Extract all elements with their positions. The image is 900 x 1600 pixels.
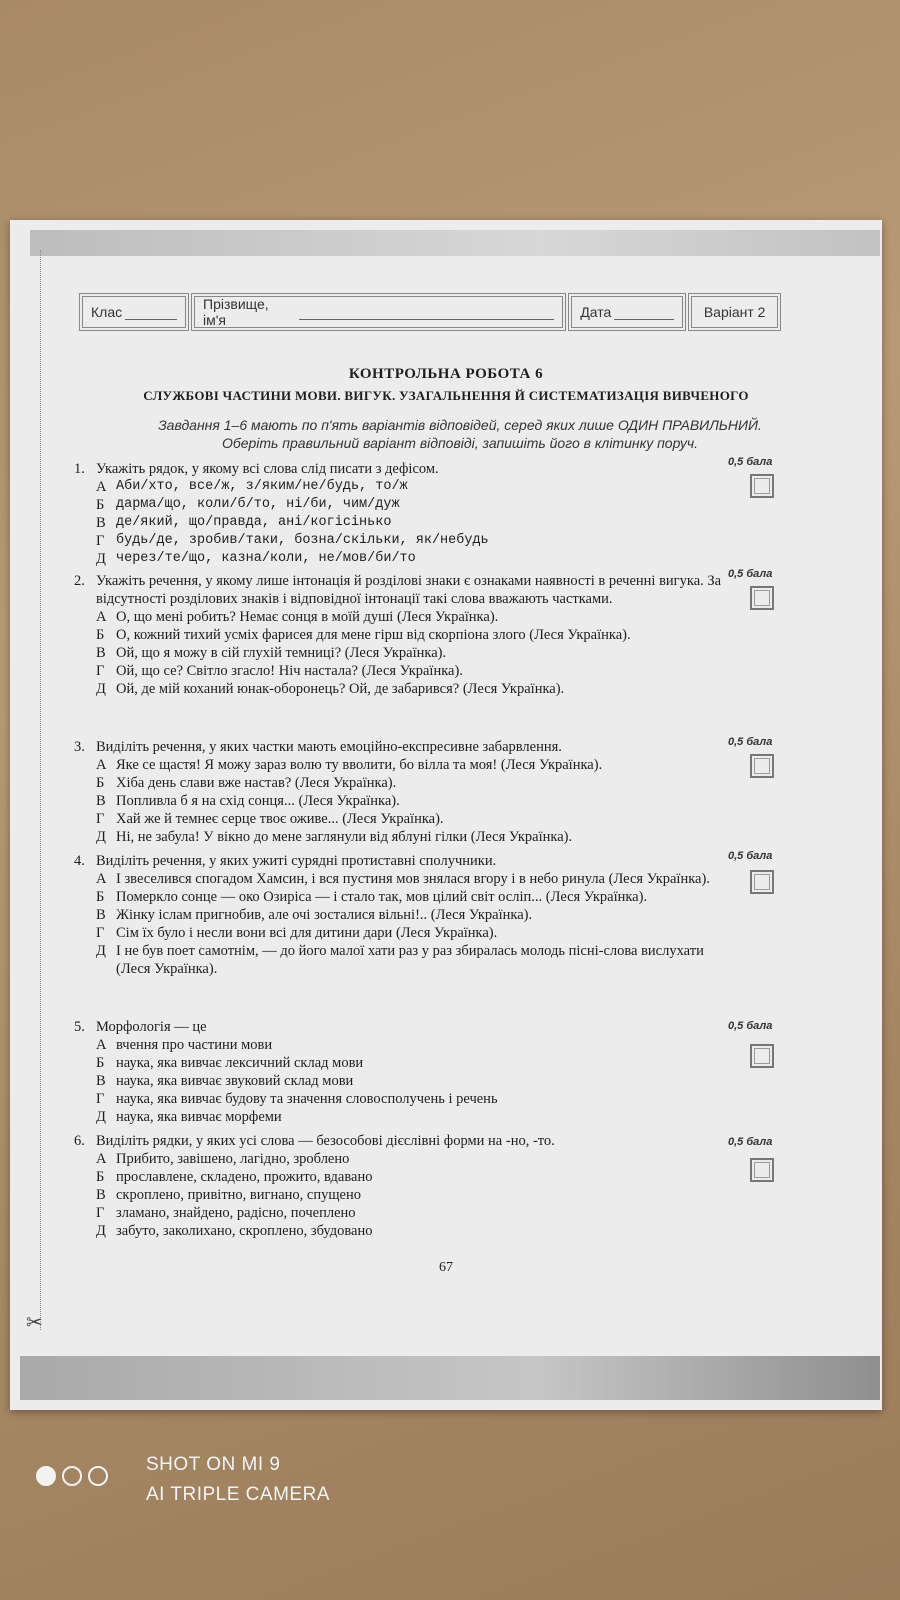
option-text: І звеселився спогадом Хамсин, і вся пустиня мов знялася вгору і в небо ринула (Леся Українка).: [116, 871, 710, 887]
option-letter: Д: [96, 1223, 106, 1239]
option-text: О, кожний тихий усміх фарисея для мене гірш від скорпіона злого (Леся Українка).: [116, 627, 631, 643]
answer-option: [74, 1054, 724, 1072]
cut-line: [40, 250, 41, 1330]
option-letter: Г: [96, 1091, 105, 1107]
answer-option: [74, 496, 724, 514]
class-label: Клас: [91, 304, 123, 320]
option-text: Ні, не забула! У вікно до мене заглянули від яблуні гілки (Леся Українка).: [116, 829, 573, 845]
option-letter: В: [96, 1187, 106, 1203]
answer-option: [74, 478, 724, 496]
answer-option: [74, 792, 724, 810]
option-text: Ой, де мій коханий юнак-оборонець? Ой, де забарився? (Леся Українка).: [116, 681, 565, 697]
option-text: Аби/хто, все/ж, з/яким/не/будь, то/ж: [116, 479, 408, 494]
worksheet-page: [10, 220, 882, 1410]
question-number: 3.: [74, 739, 85, 755]
class-field[interactable]: [82, 296, 186, 328]
option-text: Хіба день слави вже настав? (Леся Українка).: [116, 775, 397, 791]
name-field[interactable]: [194, 296, 563, 328]
answer-option: [74, 662, 724, 680]
option-text: Ой, що я можу в сій глухій темниці? (Леся Українка).: [116, 645, 447, 661]
question-text: [74, 1018, 724, 1036]
option-letter: Г: [96, 533, 105, 549]
option-letter: Б: [96, 1169, 105, 1185]
scissors-icon: ✂: [26, 1310, 43, 1334]
watermark-line-1: SHOT ON MI 9: [146, 1454, 281, 1475]
option-text: І не був поет самотнім, — до його малої хати раз у раз збиралась молодь пісні-слова вислухати (Леся Українка).: [116, 943, 704, 977]
option-text: через/те/що, казна/коли, не/мов/би/то: [116, 551, 416, 566]
answer-option: [74, 888, 724, 906]
top-shadow-band: [30, 230, 880, 256]
points-label: 0,5 бала: [728, 1136, 773, 1148]
question-number: 6.: [74, 1133, 85, 1149]
question-text: [74, 738, 724, 756]
option-letter: Г: [96, 811, 105, 827]
option-text: Померкло сонце — око Озиріса — і стало так, мов цілий світ осліп... (Леся Українка).: [116, 889, 648, 905]
option-letter: А: [96, 871, 107, 887]
answer-option: [74, 942, 724, 978]
option-text: наука, яка вивчає будову та значення словосполучень і речень: [116, 1091, 498, 1107]
answer-box[interactable]: [750, 474, 774, 498]
answer-option: [74, 550, 724, 568]
option-letter: Г: [96, 925, 105, 941]
option-letter: Г: [96, 1205, 105, 1221]
answer-option: [74, 680, 724, 698]
answer-box[interactable]: [750, 586, 774, 610]
answer-option: [74, 1072, 724, 1090]
option-letter: Б: [96, 627, 105, 643]
question-number: 1.: [74, 461, 85, 477]
question-2: [74, 572, 724, 698]
option-text: Ой, що се? Світло згасло! Ніч настала? (Леся Українка).: [116, 663, 463, 679]
points-label: 0,5 бала: [728, 1020, 773, 1032]
option-letter: В: [96, 515, 106, 531]
question-6: [74, 1132, 724, 1240]
option-text: де/який, що/правда, ані/когісінько: [116, 515, 392, 530]
answer-box[interactable]: [750, 1044, 774, 1068]
option-letter: Д: [96, 943, 106, 959]
question-prompt: Укажіть рядок, у якому всі слова слід писати з дефісом.: [96, 461, 439, 477]
option-letter: А: [96, 609, 107, 625]
answer-option: [74, 906, 724, 924]
student-info-row: [80, 293, 780, 333]
option-letter: В: [96, 793, 106, 809]
option-text: будь/де, зробив/таки, бозна/скільки, як/небудь: [116, 533, 489, 548]
answer-option: [74, 1150, 724, 1168]
option-text: Хай же й темнеє серце твоє оживе... (Леся Українка).: [116, 811, 444, 827]
option-text: наука, яка вивчає лексичний склад мови: [116, 1055, 364, 1071]
variant-box: [691, 296, 778, 328]
option-letter: А: [96, 1151, 107, 1167]
answer-box[interactable]: [750, 1158, 774, 1182]
option-text: скроплено, привітно, вигнано, спущено: [116, 1187, 361, 1203]
instruction-line-2: Оберіть правильний варіант відповіді, запишіть його в клітинку поруч.: [221, 435, 699, 451]
question-number: 2.: [74, 573, 85, 589]
option-text: Яке се щастя! Я можу зараз волю ту вволити, бо вілла та моя! (Леся Українка).: [116, 757, 603, 773]
points-label: 0,5 бала: [728, 736, 773, 748]
answer-option: [74, 1168, 724, 1186]
name-label: Прізвище, ім'я: [203, 296, 269, 328]
question-text: [74, 1132, 724, 1150]
option-letter: Д: [96, 829, 106, 845]
watermark-line-2: AI TRIPLE CAMERA: [146, 1484, 330, 1505]
answer-option: [74, 924, 724, 942]
option-letter: А: [96, 1037, 107, 1053]
answer-option: [74, 1090, 724, 1108]
answer-option: [74, 774, 724, 792]
question-number: 4.: [74, 853, 85, 869]
question-prompt: Укажіть речення, у якому лише інтонація й розділові знаки є ознаками наявності в реченні вигука. За відсутності розділових знаків і відповідної інтонації такі слова вважають частками.: [96, 573, 722, 607]
answer-option: [74, 514, 724, 532]
option-text: прославлене, складено, прожито, вдавано: [116, 1169, 373, 1185]
option-letter: А: [96, 479, 107, 495]
question-1: [74, 460, 724, 568]
option-text: Прибито, завішено, лагідно, зроблено: [116, 1151, 350, 1167]
answer-option: [74, 1204, 724, 1222]
option-letter: Г: [96, 663, 105, 679]
option-letter: Б: [96, 889, 105, 905]
question-text: [74, 460, 724, 478]
answer-option: [74, 756, 724, 774]
option-text: Жінку іслам пригнобив, але очі зосталися вільні!.. (Леся Українка).: [116, 907, 533, 923]
answer-option: [74, 644, 724, 662]
answer-option: [74, 810, 724, 828]
option-letter: Д: [96, 1109, 106, 1125]
question-prompt: Виділіть рядки, у яких усі слова — безособові дієслівні форми на -но, -то.: [96, 1133, 555, 1149]
answer-box[interactable]: [750, 754, 774, 778]
answer-option: [74, 608, 724, 626]
option-letter: Д: [96, 551, 106, 567]
option-letter: Д: [96, 681, 106, 697]
answer-option: [74, 1186, 724, 1204]
option-letter: Б: [96, 497, 105, 513]
answer-option: [74, 1222, 724, 1240]
points-label: 0,5 бала: [728, 456, 773, 468]
option-letter: В: [96, 645, 106, 661]
points-label: 0,5 бала: [728, 568, 773, 580]
question-number: 5.: [74, 1019, 85, 1035]
answer-option: [74, 532, 724, 550]
variant-label: Варіант 2: [703, 304, 766, 320]
option-text: наука, яка вивчає звуковий склад мови: [116, 1073, 354, 1089]
option-letter: В: [96, 1073, 106, 1089]
page-number: 67: [439, 1260, 453, 1275]
option-text: вчення про частини мови: [116, 1037, 273, 1053]
question-4: [74, 852, 724, 978]
option-text: О, що мені робить? Немає сонця в моїй душі (Леся Українка).: [116, 609, 499, 625]
instruction-line-1: Завдання 1–6 мають по п'ять варіантів відповідей, серед яких лише ОДИН ПРАВИЛЬНИЙ.: [158, 417, 762, 433]
question-prompt: Морфологія — це: [96, 1019, 207, 1035]
option-letter: А: [96, 757, 107, 773]
question-5: [74, 1018, 724, 1126]
option-letter: Б: [96, 1055, 105, 1071]
answer-option: [74, 828, 724, 846]
answer-option: [74, 1108, 724, 1126]
bottom-shadow-band: [20, 1356, 880, 1400]
option-text: зламано, знайдено, радісно, почеплено: [116, 1205, 356, 1221]
option-text: забуто, заколихано, скроплено, збудовано: [116, 1223, 373, 1239]
question-3: [74, 738, 724, 846]
page-title: КОНТРОЛЬНА РОБОТА 6: [348, 366, 544, 382]
page-subtitle: СЛУЖБОВІ ЧАСТИНИ МОВИ. ВИГУК. УЗАГАЛЬНЕННЯ Й СИСТЕМАТИЗАЦІЯ ВИВЧЕНОГО: [143, 388, 749, 403]
question-prompt: Виділіть речення, у яких ужиті сурядні протиставні сполучники.: [96, 853, 497, 869]
answer-option: [74, 870, 724, 888]
answer-option: [74, 626, 724, 644]
option-text: наука, яка вивчає морфеми: [116, 1109, 282, 1125]
option-letter: Б: [96, 775, 105, 791]
date-field[interactable]: [571, 296, 683, 328]
option-text: Попливла б я на схід сонця... (Леся Українка).: [116, 793, 400, 809]
answer-option: [74, 1036, 724, 1054]
option-text: Сім їх було і несли вони всі для дитини дари (Леся Українка).: [116, 925, 498, 941]
question-text: [74, 572, 724, 608]
question-prompt: Виділіть речення, у яких частки мають емоційно-експресивне забарвлення.: [96, 739, 562, 755]
answer-box[interactable]: [750, 870, 774, 894]
question-text: [74, 852, 724, 870]
points-label: 0,5 бала: [728, 850, 773, 862]
option-letter: В: [96, 907, 106, 923]
date-label: Дата: [580, 304, 612, 320]
option-text: дарма/що, коли/б/то, ні/би, чим/дуж: [116, 497, 400, 512]
camera-logo-icon: [36, 1466, 108, 1486]
